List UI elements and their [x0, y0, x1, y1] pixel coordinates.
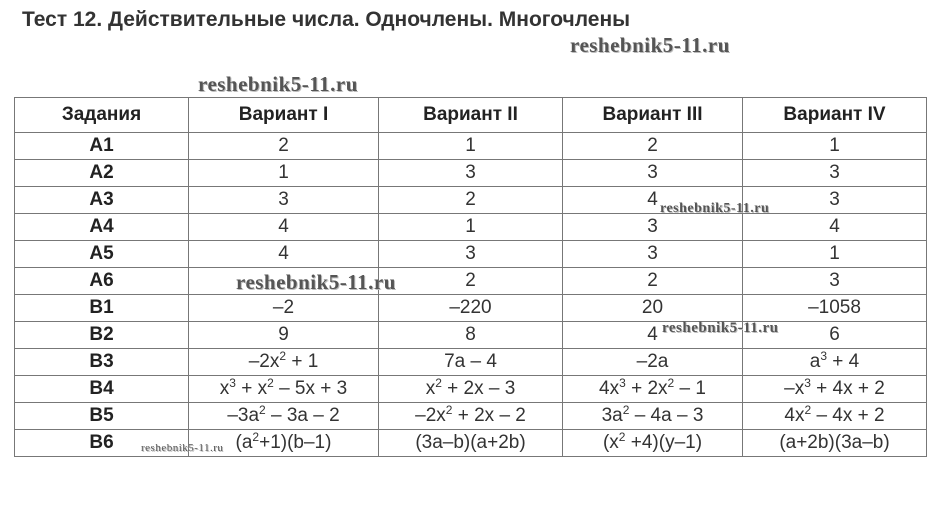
- answer-cell: 2: [379, 268, 563, 295]
- header-variant-4: Вариант IV: [743, 98, 927, 133]
- exponent: 3: [804, 376, 811, 390]
- expression-part: x: [425, 378, 436, 399]
- table-row: [15, 160, 927, 187]
- exponent: 2: [252, 430, 260, 444]
- expression-part: x: [219, 378, 230, 399]
- answer-cell: [189, 376, 379, 403]
- answers-table: [14, 97, 927, 457]
- answer-cell: 3: [189, 187, 379, 214]
- table-row: [15, 133, 927, 160]
- answer-cell: 3: [379, 160, 563, 187]
- answer-cell: 3: [563, 160, 743, 187]
- expression-part: –2x: [415, 405, 446, 426]
- answer-cell: [563, 430, 743, 457]
- page-title: Тест 12. Действительные числа. Одночлены. Многочлены: [22, 8, 631, 31]
- answer-cell: (a+2b)(3a–b): [743, 430, 927, 457]
- table-row: [15, 295, 927, 322]
- answer-cell: 7a – 4: [379, 349, 563, 376]
- header-variant-2: Вариант II: [379, 98, 563, 133]
- answer-cell: 4: [563, 322, 743, 349]
- answer-cell: 3: [743, 187, 927, 214]
- exponent: 2: [804, 403, 812, 417]
- answer-cell: 1: [189, 160, 379, 187]
- answer-cell: 1: [379, 214, 563, 241]
- answer-cell: [743, 403, 927, 430]
- expression-part: – 5x + 3: [273, 378, 348, 399]
- answer-cell: 4: [189, 241, 379, 268]
- expression-part: 4x: [784, 405, 805, 426]
- expression-part: + 2x: [625, 378, 668, 399]
- answer-cell: 3: [743, 268, 927, 295]
- expression-part: –2x: [248, 351, 280, 372]
- answer-cell: 2: [563, 133, 743, 160]
- task-label: A3: [15, 187, 189, 214]
- answer-cell: [379, 376, 563, 403]
- expression-part: – 4x + 2: [811, 405, 885, 426]
- exponent: 2: [445, 403, 453, 417]
- answer-cell: (3a–b)(a+2b): [379, 430, 563, 457]
- answer-cell: [563, 403, 743, 430]
- exponent: 3: [619, 376, 626, 390]
- table-row: [15, 214, 927, 241]
- table-row: [15, 403, 927, 430]
- answer-cell: 8: [379, 322, 563, 349]
- expression-part: a: [809, 351, 821, 372]
- header-variant-1: Вариант I: [189, 98, 379, 133]
- expression-part: (a: [235, 432, 253, 453]
- exponent: 2: [622, 403, 630, 417]
- expression-part: –3a: [227, 405, 260, 426]
- watermark: reshebnik5-11.ru: [198, 72, 358, 96]
- task-label: B4: [15, 376, 189, 403]
- answer-cell: 1: [743, 241, 927, 268]
- answer-cell: [743, 349, 927, 376]
- answer-cell: –2a: [563, 349, 743, 376]
- table-row: [15, 322, 927, 349]
- task-label: B2: [15, 322, 189, 349]
- table-row: [15, 241, 927, 268]
- answer-cell: 6: [743, 322, 927, 349]
- task-label: B5: [15, 403, 189, 430]
- answer-cell: 1: [379, 133, 563, 160]
- answer-cell: 4: [189, 214, 379, 241]
- header-variant-3: Вариант III: [563, 98, 743, 133]
- answer-cell: [563, 376, 743, 403]
- header-row: [15, 98, 927, 133]
- exponent: 2: [267, 376, 274, 390]
- answer-cell: 9: [189, 322, 379, 349]
- answer-cell: 4: [743, 214, 927, 241]
- watermark: reshebnik5-11.ru: [662, 320, 779, 336]
- answer-cell: 2: [563, 268, 743, 295]
- expression-part: + 2x – 3: [441, 378, 516, 399]
- expression-part: + 4: [827, 351, 860, 372]
- task-label: A1: [15, 133, 189, 160]
- expression-part: + 1: [286, 351, 319, 372]
- task-label: A6: [15, 268, 189, 295]
- answer-cell: 4: [563, 187, 743, 214]
- expression-part: –x: [784, 378, 805, 399]
- answer-cell: 3: [743, 160, 927, 187]
- expression-part: – 1: [674, 378, 706, 399]
- answer-cell: 3: [563, 241, 743, 268]
- answer-cell: [379, 403, 563, 430]
- expression-part: +4)(y–1): [625, 432, 703, 453]
- answer-cell: –1058: [743, 295, 927, 322]
- exponent: 2: [435, 376, 442, 390]
- expression-part: – 4a – 3: [629, 405, 704, 426]
- answer-cell: 3: [563, 214, 743, 241]
- expression-part: + 2x – 2: [452, 405, 526, 426]
- answer-cell: [189, 403, 379, 430]
- exponent: 2: [279, 349, 287, 363]
- answer-cell: 1: [743, 133, 927, 160]
- watermark: reshebnik5-11.ru: [570, 33, 730, 57]
- answer-cell: –220: [379, 295, 563, 322]
- table-body: [15, 133, 927, 457]
- watermark: reshebnik5-11.ru: [141, 442, 224, 454]
- task-label: A2: [15, 160, 189, 187]
- exponent: 2: [259, 403, 266, 417]
- answer-cell: 20: [563, 295, 743, 322]
- exponent: 3: [820, 349, 828, 363]
- expression-part: (x: [602, 432, 619, 453]
- exponent: 3: [229, 376, 236, 390]
- exponent: 2: [667, 376, 675, 390]
- answer-cell: 2: [379, 187, 563, 214]
- header-tasks: Задания: [15, 98, 189, 133]
- task-label: A4: [15, 214, 189, 241]
- watermark: reshebnik5-11.ru: [660, 201, 770, 216]
- answer-cell: 3: [379, 241, 563, 268]
- answer-cell: 2: [189, 133, 379, 160]
- answer-cell: [743, 376, 927, 403]
- watermark: reshebnik5-11.ru: [236, 270, 396, 294]
- expression-part: – 3a – 2: [265, 405, 340, 426]
- expression-part: +1)(b–1): [259, 432, 332, 453]
- expression-part: 4x: [599, 378, 620, 399]
- answer-cell: –2: [189, 295, 379, 322]
- task-label: B1: [15, 295, 189, 322]
- exponent: 2: [618, 430, 626, 444]
- task-label: B6: [15, 430, 189, 457]
- expression-part: + x: [235, 378, 268, 399]
- table-row: [15, 187, 927, 214]
- expression-part: 3a: [601, 405, 623, 426]
- table-row: [15, 376, 927, 403]
- expression-part: + 4x + 2: [810, 378, 885, 399]
- answer-cell: [189, 349, 379, 376]
- task-label: A5: [15, 241, 189, 268]
- table-row: [15, 268, 927, 295]
- task-label: B3: [15, 349, 189, 376]
- table-row: [15, 349, 927, 376]
